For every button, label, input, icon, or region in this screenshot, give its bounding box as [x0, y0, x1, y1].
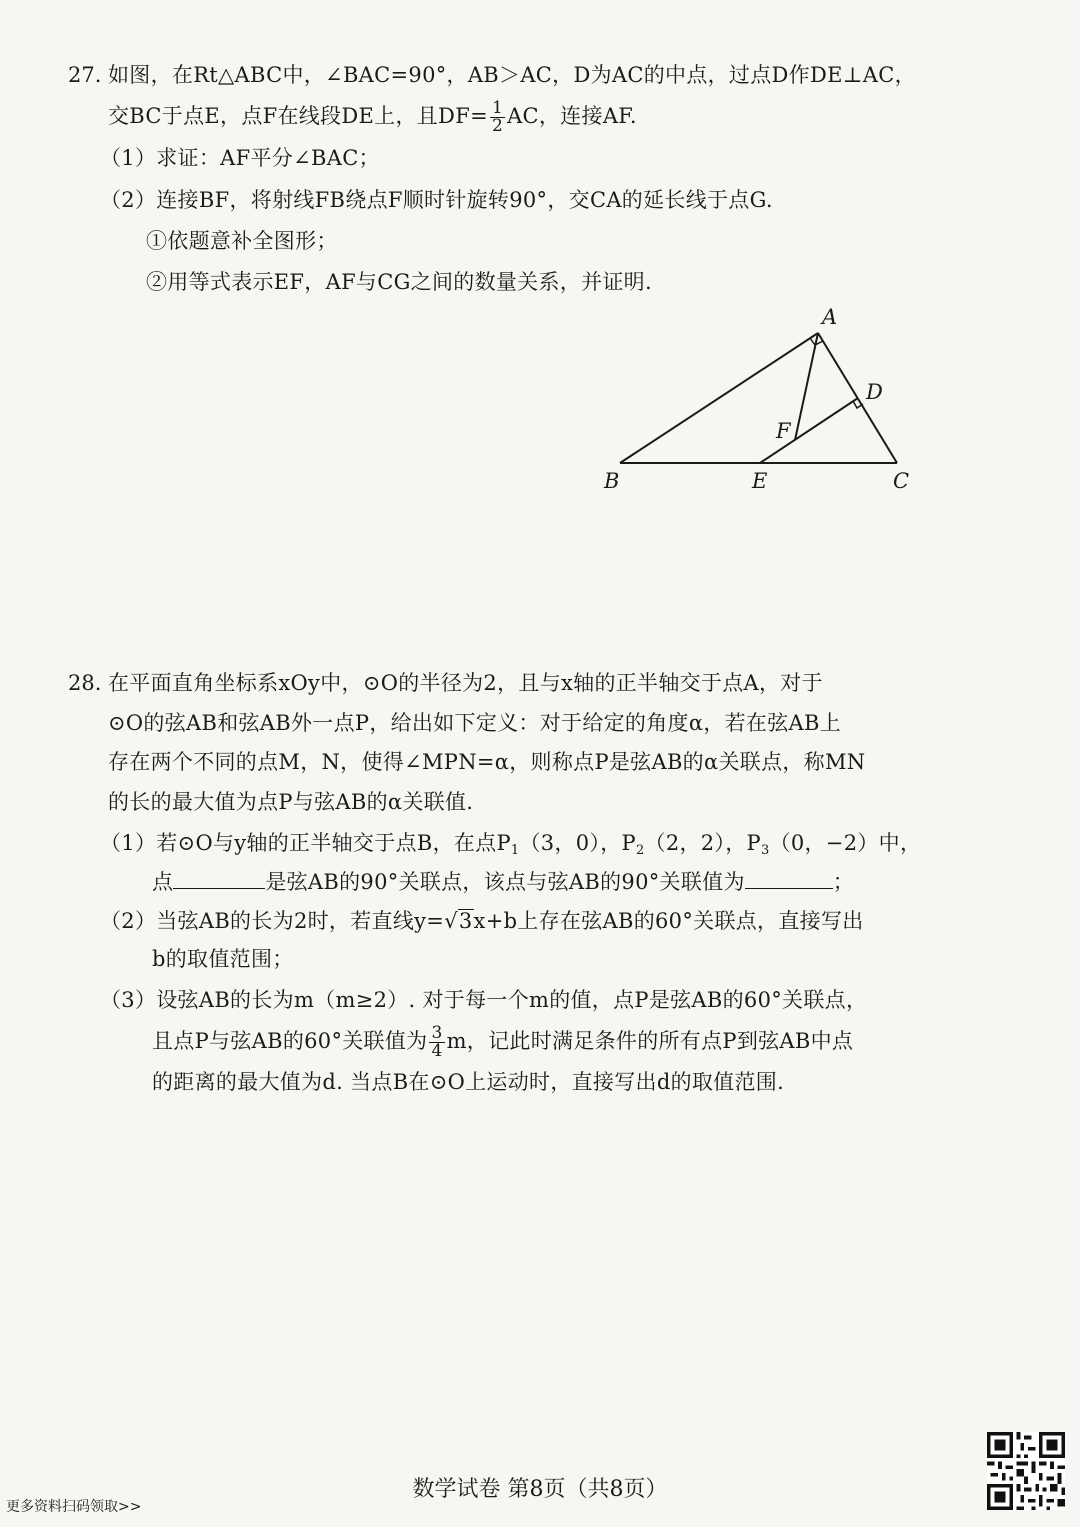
q27-part2-sub1: ①依题意补全图形； [146, 229, 338, 253]
q28-number: 28. [68, 671, 102, 695]
label-F: F [776, 419, 791, 443]
q28-part2-line2: b的取值范围； [152, 947, 294, 971]
qr-code-icon[interactable] [987, 1432, 1065, 1510]
q28-line2: ⊙O的弦AB和弦AB外一点P，给出如下定义：对于给定的角度α，若在弦AB上 [108, 711, 842, 735]
q28-part1-a: （1）若⊙O与y轴的正半轴交于点B，在点P [100, 831, 511, 855]
footer-left-note[interactable]: 更多资料扫码领取>> [6, 1499, 142, 1515]
q28-part1-line2-c: ； [832, 870, 855, 894]
q27-fraction-num: 1 [491, 98, 504, 118]
label-C: C [893, 469, 910, 493]
q28-part1 [100, 828, 921, 858]
q28-line3: 存在两个不同的点M，N，使得∠MPN=α，则称点P是弦AB的α关联点，称MN [108, 750, 866, 774]
q27-part2-sub2: ②用等式表示EF，AF与CG之间的数量关系，并证明. [146, 270, 652, 294]
q28-part3-line2-a: 且点P与弦AB的60°关联值为 [152, 1029, 428, 1053]
q28-part2-b: x+b上存在弦AB的60°关联点，直接写出 [473, 909, 864, 933]
q27-part2: （2）连接BF，将射线FB绕点F顺时针旋转90°，交CA的延长线于点G. [100, 188, 773, 212]
q28-part1-line2-b: 是弦AB的90°关联点，该点与弦AB的90°关联值为 [265, 870, 745, 894]
right-angle-mark-D [853, 401, 863, 408]
q27-triangle-figure [590, 300, 920, 500]
q28-part1-line2-a: 点 [152, 870, 174, 894]
answer-blank-value[interactable] [745, 866, 833, 889]
segment-AF [795, 333, 818, 440]
sub-3: 3 [760, 843, 770, 858]
q27-line2-a: 交BC于点E，点F在线段DE上，且DF= [108, 104, 488, 128]
q28-part1-c: （2，2），P [644, 831, 761, 855]
q27-part1: （1）求证：AF平分∠BAC； [100, 146, 380, 170]
q28-part1-line2 [152, 866, 854, 897]
q28-part2-a: （2）当弦AB的长为2时，若直线y= [100, 909, 445, 933]
q28-line1: 在平面直角坐标系xOy中，⊙O的半径为2，且与x轴的正半轴交于点A，对于 [108, 671, 823, 695]
sqrt-radicand: 3 [458, 909, 473, 933]
sub-2: 2 [635, 843, 645, 858]
q28-part3-line2 [152, 1025, 853, 1060]
answer-blank-point[interactable] [173, 866, 265, 889]
q27-line2-b: AC，连接AF. [507, 104, 637, 128]
q27-fraction [490, 100, 505, 135]
q28-part1-d: （0，−2）中， [769, 831, 922, 855]
q28-fraction-num: 3 [431, 1023, 443, 1043]
page-footer: 数学试卷 第8页（共8页） [412, 1477, 668, 1502]
label-D: D [866, 380, 883, 404]
q28-part3-line3: 的距离的最大值为d. 当点B在⊙O上运动时，直接写出d的取值范围. [152, 1070, 785, 1094]
q27-line2 [108, 100, 637, 135]
q28-part2 [100, 906, 864, 936]
label-A: A [822, 305, 838, 329]
label-B: B [604, 469, 620, 493]
q27-fraction-den: 2 [491, 116, 504, 136]
label-E: E [752, 469, 768, 493]
sub-1: 1 [510, 843, 520, 858]
segment-ED [760, 398, 858, 463]
q28-part3-line2-b: m，记此时满足条件的所有点P到弦AB中点 [446, 1029, 854, 1053]
q28-part1-b: （3，0），P [519, 831, 636, 855]
q28-line4: 的长的最大值为点P与弦AB的α关联值. [108, 790, 474, 814]
q28-fraction [429, 1025, 444, 1060]
q28-fraction-den: 4 [431, 1041, 443, 1061]
q27-line1: 如图，在Rt△ABC中，∠BAC=90°，AB＞AC，D为AC的中点，过点D作DE⊥AC， [108, 63, 916, 87]
q27-number: 27. [68, 63, 102, 87]
sqrt-sign: √ [444, 909, 458, 933]
q28-part3-line1: （3）设弦AB的长为m（m≥2）. 对于每一个m的值，点P是弦AB的60°关联点， [100, 988, 868, 1012]
